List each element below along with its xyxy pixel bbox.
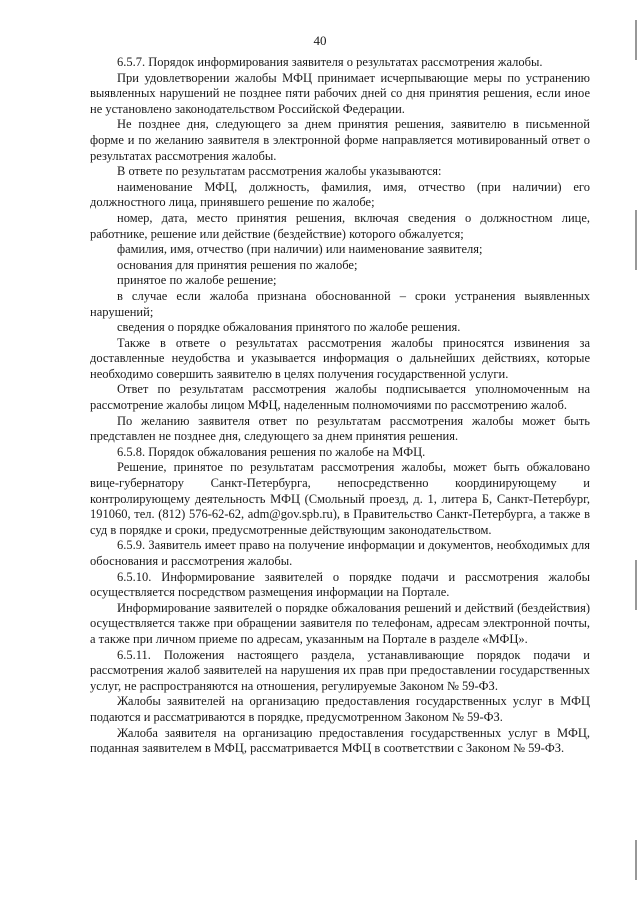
list-item: фамилия, имя, отчество (при наличии) или наименование заявителя; xyxy=(117,242,483,257)
paragraph: Информирование заявителей о порядке обжалования решений и действий (бездействия) осуществляется также при обращении заявителя по телефонам, адресам электронной почты, а также при личном приеме по адресам, указанным на Портале в разделе «МФЦ». xyxy=(90,600,590,646)
scan-edge-mark xyxy=(635,840,637,880)
paragraph: Решение, принятое по результатам рассмотрения жалобы, может быть обжаловано вице-губернатору Санкт-Петербурга, непосредственно координирующему и контролирующему деятельность МФЦ (Смольный проезд, д. 1, литера Б, Санкт-Петербург, 191060, тел. (812) 576-62-62, adm@gov.spb.ru), в Правительство Санкт-Петербурга, а также в суд в порядке и сроки, предусмотренные действующим законодательством. xyxy=(90,460,590,537)
paragraph: Не позднее дня, следующего за днем принятия решения, заявителю в письменной форме и по желанию заявителя в электронной форме направляется мотивированный ответ о результатах рассмотрения жалобы. xyxy=(90,117,590,163)
list-item: сведения о порядке обжалования принятого по жалобе решения. xyxy=(117,320,461,335)
paragraph: В ответе по результатам рассмотрения жалобы указываются: xyxy=(117,164,442,179)
list-item: принятое по жалобе решение; xyxy=(117,273,277,288)
section-heading-6-5-9: 6.5.9. Заявитель имеет право на получение информации и документов, необходимых для обоснования и рассмотрения жалобы. xyxy=(90,538,590,568)
paragraph: Ответ по результатам рассмотрения жалобы подписывается уполномоченным на рассмотрение жалобы лицом МФЦ, наделенным полномочиями по рассмотрению жалоб. xyxy=(90,382,590,413)
section-heading-6-5-10: 6.5.10. Информирование заявителей о порядке подачи и рассмотрения жалобы осуществляется посредством размещения информации на Портале. xyxy=(90,569,590,600)
paragraph: Жалоба заявителя на организацию предоставления государственных услуг в МФЦ, поданная заявителем в МФЦ, рассматривается МФЦ в соответствии с Законом № 59-ФЗ. xyxy=(90,725,590,756)
document-body xyxy=(90,55,590,757)
paragraph: При удовлетворении жалобы МФЦ принимает исчерпывающие меры по устранению выявленных нарушений не позднее пяти рабочих дней со дня принятия решения, если иное не установлено законодательством Российской Федерации. xyxy=(90,70,590,116)
list-item: основания для принятия решения по жалобе; xyxy=(117,257,358,272)
paragraph: Жалобы заявителей на организацию предоставления государственных услуг в МФЦ подаются и рассматриваются в порядке, предусмотренном Законом № 59-ФЗ. xyxy=(90,694,590,724)
scan-edge-mark xyxy=(635,560,637,610)
section-heading-6-5-7: 6.5.7. Порядок информирования заявителя о результатах рассмотрения жалобы. xyxy=(117,55,543,69)
scan-edge-mark xyxy=(635,20,637,60)
paragraph: По желанию заявителя ответ по результатам рассмотрения жалобы может быть представлен не позднее дня, следующего за днем принятия решения. xyxy=(90,413,590,444)
paragraph: Также в ответе о результатах рассмотрения жалобы приносятся извинения за доставленные неудобства и указывается информация о дальнейших действиях, которые необходимо совершить заявителю в целях получения государственной услуги. xyxy=(90,335,590,381)
list-item: в случае если жалоба признана обоснованной – сроки устранения выявленных нарушений; xyxy=(90,288,590,319)
scan-edge-mark xyxy=(635,210,637,270)
page-number: 40 xyxy=(313,33,327,48)
list-item: номер, дата, место принятия решения, включая сведения о должностном лице, работнике, решение или действие (бездействие) которого обжалуется; xyxy=(90,210,590,241)
list-item: наименование МФЦ, должность, фамилия, имя, отчество (при наличии) его должностного лица, принявшего решение по жалобе; xyxy=(90,179,590,210)
section-heading-6-5-11: 6.5.11. Положения настоящего раздела, устанавливающие порядок подачи и рассмотрения жалоб заявителей на нарушения их прав при предоставлении государственных услуг, не распространяются на отношения, регулируемые Законом № 59-ФЗ. xyxy=(90,647,590,693)
section-heading-6-5-8: 6.5.8. Порядок обжалования решения по жалобе на МФЦ. xyxy=(117,444,426,459)
